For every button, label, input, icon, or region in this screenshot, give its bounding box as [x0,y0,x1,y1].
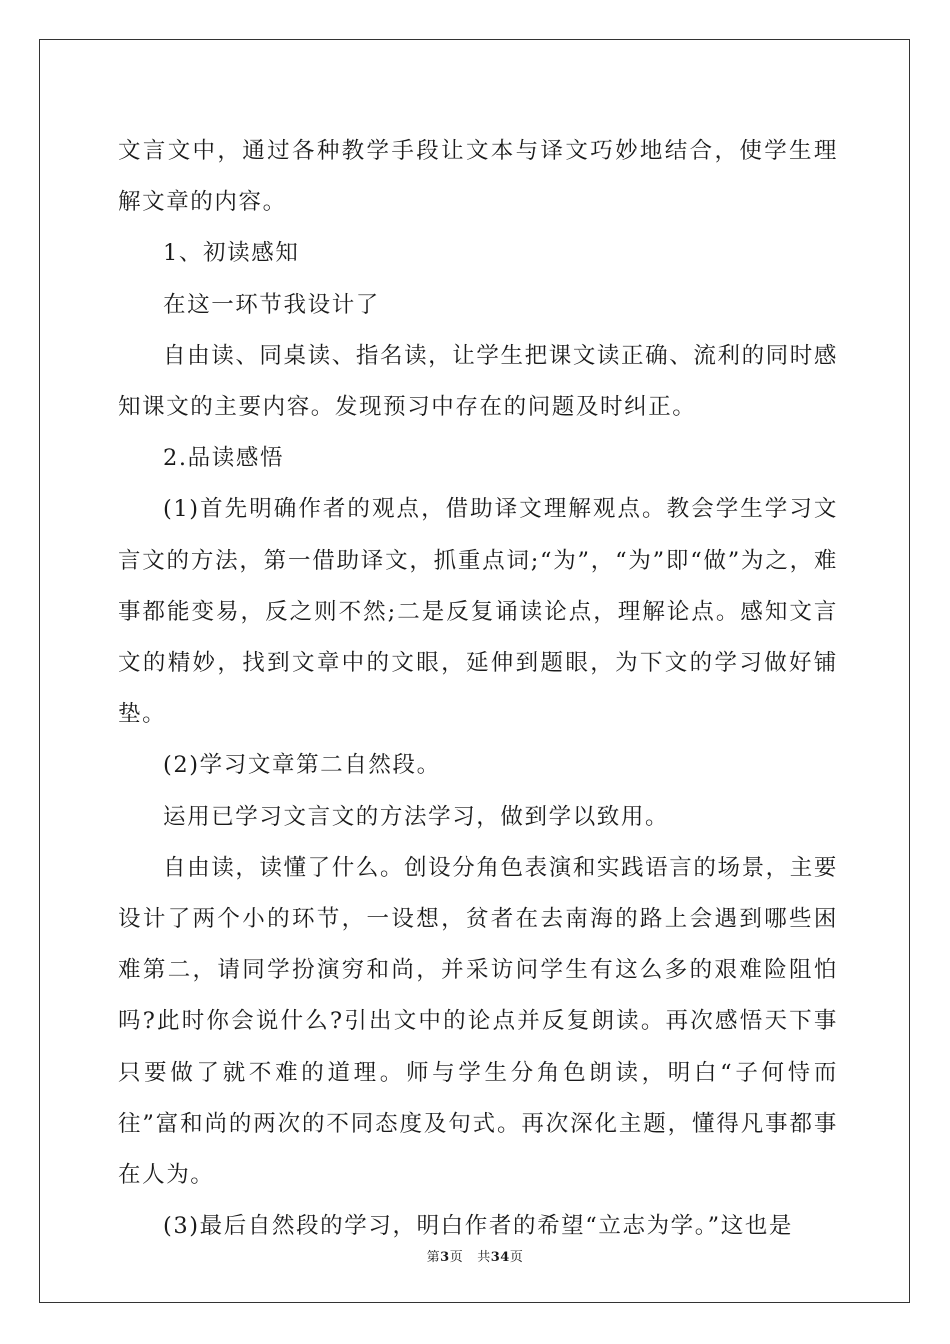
paragraph: 文言文中，通过各种教学手段让文本与译文巧妙地结合，使学生理解文章的内容。 [118,138,838,216]
page-footer [0,1246,950,1265]
paragraph: 自由读、同桌读、指名读，让学生把课文读正确、流利的同时感知课文的主要内容。发现预习中存在的问题及时纠正。 [118,342,838,421]
document-body [118,126,838,1252]
paragraph: 运用已学习文言文的方法学习，做到学以致用。 [163,803,670,830]
paragraph: (1)首先明确作者的观点，借助译文理解观点。教会学生学习文言文的方法，第一借助译文，抓重点词;“为”，“为”即“做”为之，难事都能变易，反之则不然;二是反复诵读论点，理解论点。感知文言文的精妙，找到文章中的文眼，延伸到题眼，为下文的学习做好铺垫。 [118,496,838,728]
paragraph: (3)最后自然段的学习，明白作者的希望“立志为学。”这也是 [163,1213,794,1240]
total-prefix: 共 [477,1250,491,1265]
section-heading: 2.品读感悟 [163,445,285,472]
paragraph: (2)学习文章第二自然段。 [163,752,441,779]
page-number: 3 [440,1250,450,1265]
page-prefix: 第 [426,1250,441,1265]
paragraph: 在这一环节我设计了 [163,291,380,318]
section-heading: 1、初读感知 [163,240,300,267]
paragraph: 自由读，读懂了什么。创设分角色表演和实践语言的场景，主要设计了两个小的环节，一设想，贫者在去南海的路上会遇到哪些困难第二，请同学扮演穷和尚，并采访问学生有这么多的艰难险阻怕吗?此时你会说什么?引出文中的论点并反复朗读。再次感悟天下事只要做了就不难的道理。师与学生分角色朗读，明白“子何恃而往”富和尚的两次的不同态度及句式。再次深化主题，懂得凡事都事在人为。 [118,854,838,1189]
total-suffix: 页 [509,1250,524,1265]
total-pages: 34 [490,1250,510,1265]
page-suffix: 页 [449,1250,464,1265]
